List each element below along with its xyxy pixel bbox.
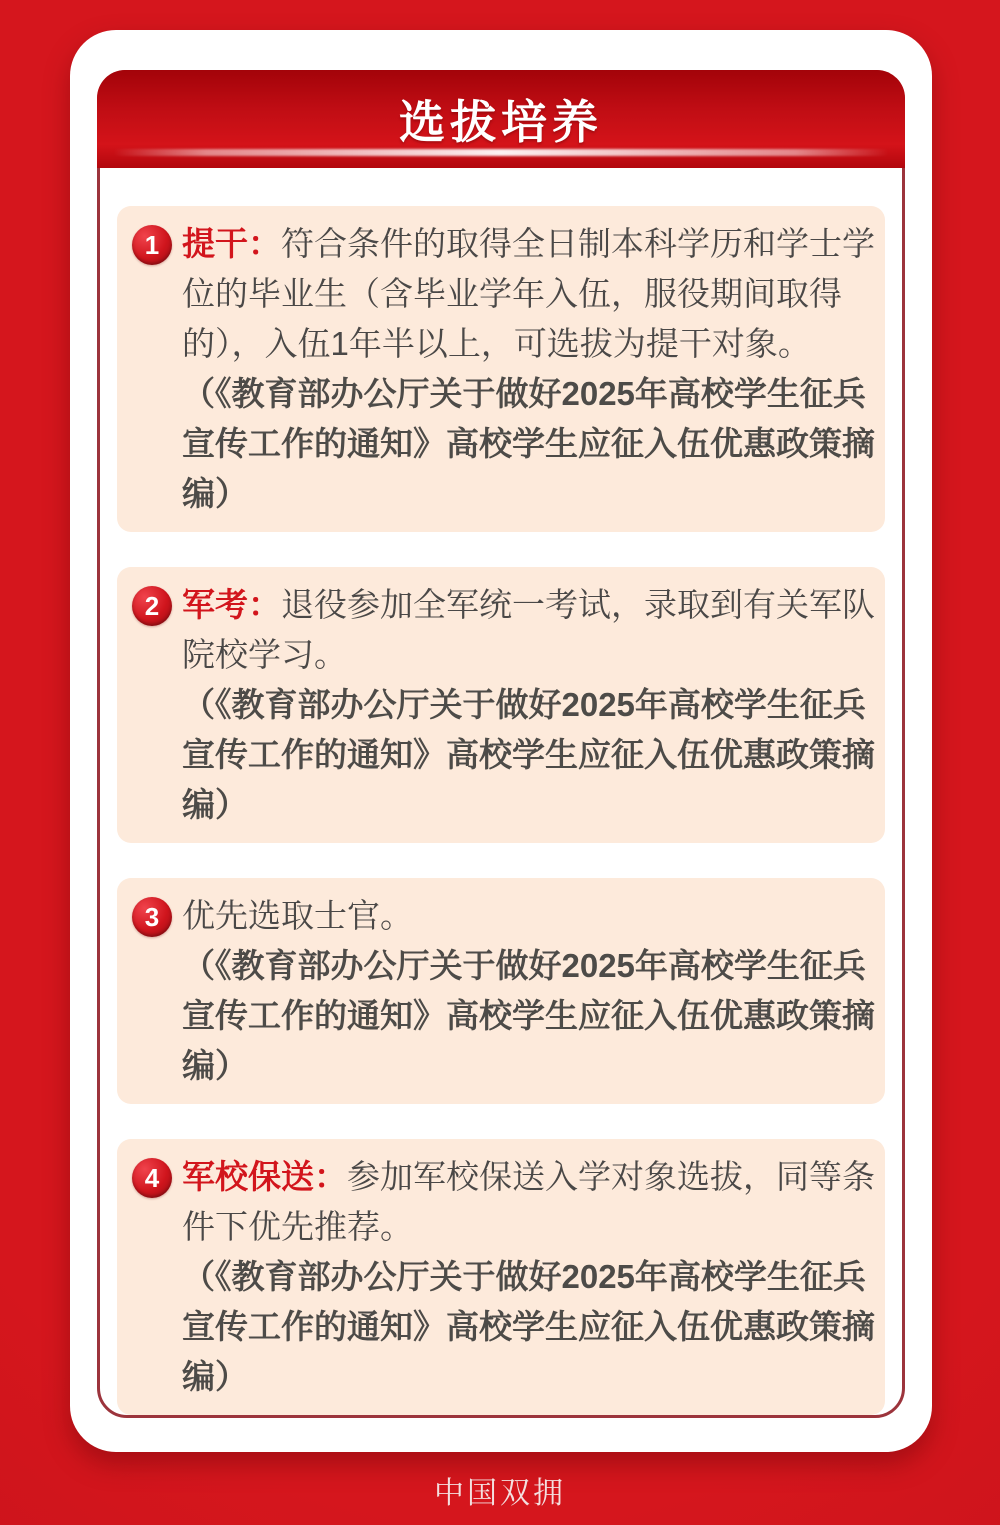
- poster-card: [70, 30, 932, 1452]
- item-2-paragraph: [182, 580, 877, 680]
- item-4-keyword: 军校保送：: [182, 1158, 347, 1195]
- footer-watermark: 中国双拥: [434, 1477, 566, 1510]
- page-title: 选拔培养: [399, 96, 603, 148]
- policy-item-4: [117, 1139, 885, 1415]
- item-1-paragraph: [182, 219, 877, 369]
- policy-item-1: [117, 206, 885, 532]
- item-3-number-badge: [132, 897, 172, 937]
- item-3-body: 优先选取士官。: [182, 897, 413, 934]
- policy-list: [100, 168, 902, 1415]
- item-1-keyword: 提干：: [182, 225, 281, 262]
- item-2-body: 退役参加全军统一考试，录取到有关军队院校学习。: [182, 586, 875, 673]
- item-1-number-badge: [132, 225, 172, 265]
- item-3-text: [182, 891, 877, 1091]
- item-3-paragraph: [182, 891, 877, 941]
- item-2-text: [182, 580, 877, 830]
- item-4-citation: （《教育部办公厅关于做好2025年高校学生征兵宣传工作的通知》高校学生应征入伍优惠政策摘编）: [182, 1258, 875, 1395]
- header-banner: [97, 70, 905, 168]
- item-4-paragraph: [182, 1152, 877, 1252]
- item-4-number-badge: [132, 1158, 172, 1198]
- banner-shine-highlight: [113, 149, 889, 156]
- policy-item-2: [117, 567, 885, 843]
- item-2-citation: （《教育部办公厅关于做好2025年高校学生征兵宣传工作的通知》高校学生应征入伍优惠政策摘编）: [182, 686, 875, 823]
- item-2-number-badge: [132, 586, 172, 626]
- item-1-citation: （《教育部办公厅关于做好2025年高校学生征兵宣传工作的通知》高校学生应征入伍优惠政策摘编）: [182, 375, 875, 512]
- item-4-number: 4: [144, 1162, 160, 1193]
- item-4-text: [182, 1152, 877, 1402]
- item-2-number: 2: [144, 590, 160, 621]
- item-3-citation: （《教育部办公厅关于做好2025年高校学生征兵宣传工作的通知》高校学生应征入伍优惠政策摘编）: [182, 947, 875, 1084]
- item-2-keyword: 军考：: [182, 586, 281, 623]
- item-1-text: [182, 219, 877, 519]
- content-panel: [97, 70, 905, 1418]
- item-1-body: 符合条件的取得全日制本科学历和学士学位的毕业生（含毕业学年入伍，服役期间取得的），入伍1年半以上，可选拔为提干对象。: [182, 225, 875, 362]
- item-3-number: 3: [144, 901, 160, 932]
- item-1-number: 1: [144, 229, 160, 260]
- item-4-body: 参加军校保送入学对象选拔，同等条件下优先推荐。: [182, 1158, 875, 1245]
- policy-item-3: [117, 878, 885, 1104]
